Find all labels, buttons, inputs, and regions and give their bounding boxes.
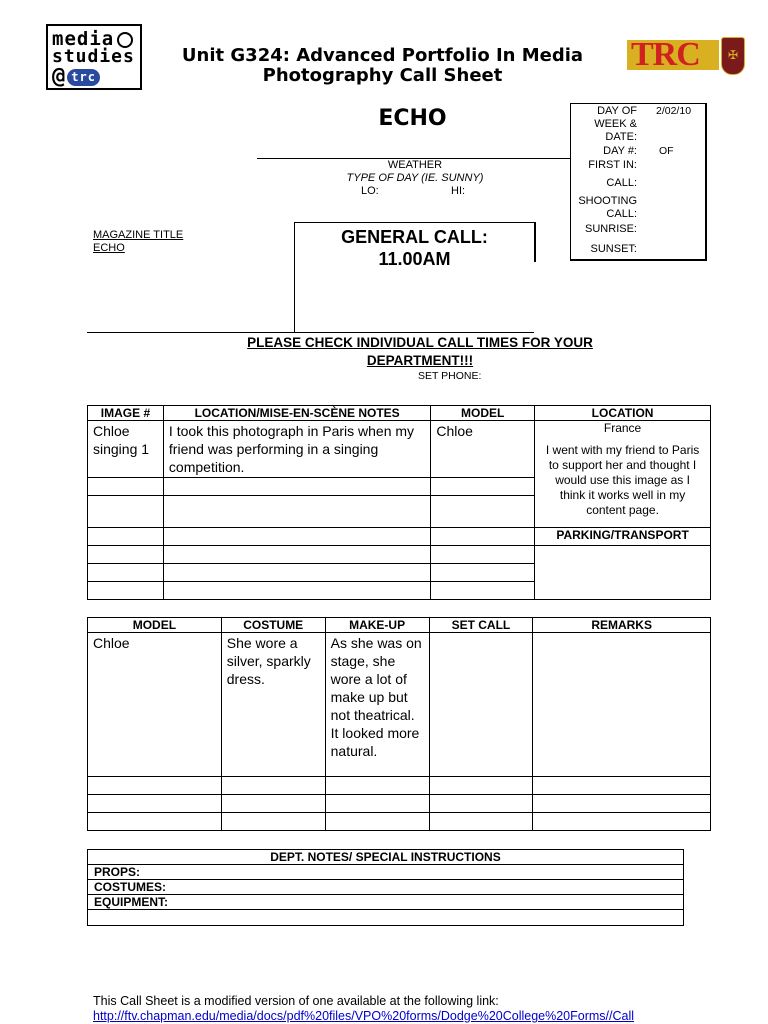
hi-label: HI: <box>451 185 466 197</box>
date-value: 2/02/10 <box>656 105 692 117</box>
trc-logo <box>627 36 744 73</box>
image-table <box>87 405 711 600</box>
notes-cell: I took this photograph in Paris when my friend was performing in a singing competition. <box>163 421 430 478</box>
general-call-bottom-rule <box>87 332 534 333</box>
table-cell <box>533 795 711 813</box>
model-cell: Chloe <box>88 633 222 777</box>
first-in-label: FIRST IN: <box>588 159 637 171</box>
remarks-cell <box>533 633 711 777</box>
footer-link[interactable]: http://ftv.chapman.edu/media/docs/pdf%20files/VPO%20forms/Dodge%20College%20Forms//Call <box>93 1009 635 1023</box>
magazine-title-label: MAGAZINE TITLE <box>93 229 184 241</box>
table-cell <box>533 777 711 795</box>
table-cell <box>325 777 429 795</box>
logo-trc-badge: trc <box>67 69 100 86</box>
makeup-cell: As she was on stage, she wore a lot of make up but not theatrical. It looked more natural. <box>325 633 429 777</box>
sunset-label: SUNSET: <box>590 243 637 255</box>
logo-line-media: media <box>52 28 133 50</box>
shooting-call-label: SHOOTING CALL: <box>578 195 637 220</box>
image-num-cell: Chloe singing 1 <box>88 421 164 478</box>
table-cell <box>163 496 430 528</box>
location-cell <box>535 421 711 528</box>
header-dept-notes: DEPT. NOTES/ SPECIAL INSTRUCTIONS <box>88 850 684 865</box>
table-cell <box>431 564 535 582</box>
equipment-label: EQUIPMENT: <box>88 895 684 910</box>
logo-line-trc: @ trc <box>52 64 100 89</box>
day-of-week-label: DAY OF WEEK & DATE: <box>594 105 637 143</box>
call-label: CALL: <box>606 177 637 189</box>
page-title <box>150 46 615 86</box>
production-title: ECHO <box>378 106 447 131</box>
table-cell <box>221 777 325 795</box>
header-model: MODEL <box>431 406 535 421</box>
general-call-top-rule <box>294 222 536 223</box>
header-parking-transport: PARKING/TRANSPORT <box>535 528 711 546</box>
table-cell <box>163 582 430 600</box>
location-notes: I went with my friend to Paris to support her and thought I would use this image as I think it works well in my content page. <box>545 443 700 517</box>
header-remarks: REMARKS <box>533 618 711 633</box>
table-cell <box>431 582 535 600</box>
crest-icon: ✠ <box>721 37 745 75</box>
trc-logo-text: TRC <box>631 36 700 73</box>
table-cell <box>88 564 164 582</box>
set-phone-label: SET PHONE: <box>418 370 482 382</box>
footer-text: This Call Sheet is a modified version of one available at the following link: <box>93 994 499 1008</box>
call-times-notice: PLEASE CHECK INDIVIDUAL CALL TIMES FOR YOUR DEPARTMENT!!! <box>247 335 593 368</box>
table-cell <box>88 478 164 496</box>
table-cell <box>429 813 533 831</box>
header-location: LOCATION <box>535 406 711 421</box>
date-info-box <box>570 103 707 261</box>
table-cell <box>325 795 429 813</box>
day-num-label: DAY #: <box>603 145 637 157</box>
table-cell <box>431 546 535 564</box>
table-cell <box>88 528 164 546</box>
model-table <box>87 617 711 831</box>
table-cell <box>221 813 325 831</box>
table-cell <box>431 528 535 546</box>
costumes-label: COSTUMES: <box>88 880 684 895</box>
lo-label: LO: <box>361 185 379 197</box>
header-costume: COSTUME <box>221 618 325 633</box>
model-cell: Chloe <box>431 421 535 478</box>
header-makeup: MAKE-UP <box>325 618 429 633</box>
location-name: France <box>603 421 642 435</box>
sunrise-label: SUNRISE: <box>585 223 637 235</box>
media-studies-logo <box>46 24 142 90</box>
props-label: PROPS: <box>88 865 684 880</box>
table-cell <box>325 813 429 831</box>
table-cell <box>431 496 535 528</box>
table-cell <box>88 813 222 831</box>
table-cell <box>163 564 430 582</box>
table-cell <box>221 795 325 813</box>
title-line-2: Photography Call Sheet <box>262 65 503 86</box>
title-line-1: Unit G324: Advanced Portfolio In Media <box>181 45 584 66</box>
table-cell <box>88 777 222 795</box>
parking-transport-cell <box>535 546 711 600</box>
table-cell <box>429 777 533 795</box>
table-cell <box>163 528 430 546</box>
table-cell <box>429 795 533 813</box>
table-cell <box>88 496 164 528</box>
costume-cell: She wore a silver, sparkly dress. <box>221 633 325 777</box>
magazine-title-value: ECHO <box>93 242 125 254</box>
header-image-num: IMAGE # <box>88 406 164 421</box>
set-call-cell <box>429 633 533 777</box>
type-of-day: TYPE OF DAY (IE. SUNNY) <box>346 172 484 184</box>
logo-line-studies: studies <box>52 46 135 67</box>
header-set-call: SET CALL <box>429 618 533 633</box>
day-num-of: OF <box>659 145 674 157</box>
table-cell <box>88 582 164 600</box>
notes-blank-row <box>88 910 684 926</box>
table-cell <box>163 546 430 564</box>
dept-notes-table <box>87 849 684 926</box>
table-cell <box>163 478 430 496</box>
header-location-notes: LOCATION/MISE-EN-SCÈNE NOTES <box>163 406 430 421</box>
table-cell <box>88 546 164 564</box>
weather-label: WEATHER <box>387 159 443 171</box>
general-call: GENERAL CALL: 11.00AM <box>341 227 488 269</box>
footer <box>93 994 634 1024</box>
table-cell <box>533 813 711 831</box>
header-model: MODEL <box>88 618 222 633</box>
table-cell <box>88 795 222 813</box>
table-cell <box>431 478 535 496</box>
